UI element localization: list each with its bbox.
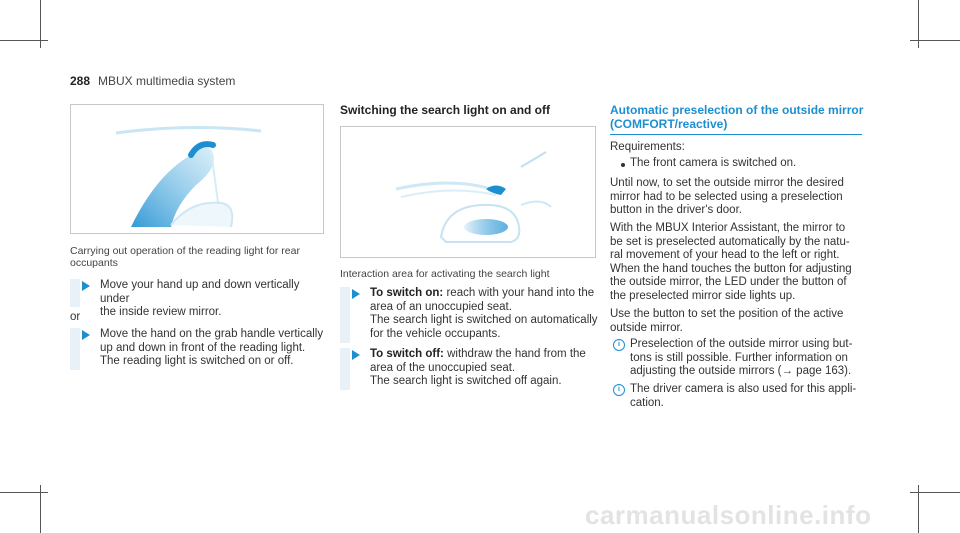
crop-mark xyxy=(910,40,960,41)
note: Preselection of the outside mirror using but- tons is still possible. Further information on adjusting the outside mirrors (→ page 163). xyxy=(630,338,853,377)
page-header-title: MBUX multimedia system xyxy=(98,74,236,88)
info-icon: i xyxy=(613,384,625,396)
bullet xyxy=(621,163,625,167)
paragraph: With the MBUX Interior Assistant, the mirror to be set is preselected automatically by the natu- ral movement of your head to the left or right. When the hand touches the button for adjusting the outside mirror, the LED under the button of the preselected mirror side lights up. xyxy=(610,222,852,302)
instruction-step: Move your hand up and down vertically under the inside review mirror. xyxy=(70,279,330,307)
paragraph: Until now, to set the outside mirror the desired mirror had to be selected using a preselection button in the driver's door. xyxy=(610,177,844,216)
divider xyxy=(610,134,862,135)
note: The driver camera is also used for this appli- cation. xyxy=(630,383,857,409)
instruction-step: To switch off: withdraw the hand from the area of the unoccupied seat. The search light is switched off again. xyxy=(340,348,600,390)
crop-mark xyxy=(0,492,48,493)
or-text: or xyxy=(70,311,81,323)
requirements-label: Requirements: xyxy=(610,141,685,153)
section-title: Automatic preselection of the outside mirror (COMFORT/reactive) xyxy=(610,103,864,131)
page-number: 288 xyxy=(70,74,91,88)
arrow-icon xyxy=(352,289,360,299)
crop-mark xyxy=(0,40,48,41)
crop-mark xyxy=(910,492,960,493)
arrow-icon xyxy=(352,350,360,360)
section-title: Switching the search light on and off xyxy=(340,103,551,117)
reading-light-illustration xyxy=(70,104,324,234)
watermark: carmanualsonline.info xyxy=(585,500,872,530)
instruction-step: To switch on: reach with your hand into the area of an unoccupied seat. The search light is switched on automatically for the vehicle occupants. xyxy=(340,287,600,343)
search-light-illustration xyxy=(340,126,596,258)
instruction-step: Move the hand on the grab handle vertically up and down in front of the reading light. The reading light is switched on or off. xyxy=(70,328,330,370)
paragraph: Use the button to set the position of the active outside mirror. xyxy=(610,308,844,334)
arrow-icon xyxy=(82,281,90,291)
info-icon: i xyxy=(613,339,625,351)
figure-caption: Interaction area for activating the search light xyxy=(340,268,550,280)
figure-caption: Carrying out operation of the reading light for rear occupants xyxy=(70,245,300,269)
arrow-icon xyxy=(82,330,90,340)
requirement-item: The front camera is switched on. xyxy=(630,157,797,169)
